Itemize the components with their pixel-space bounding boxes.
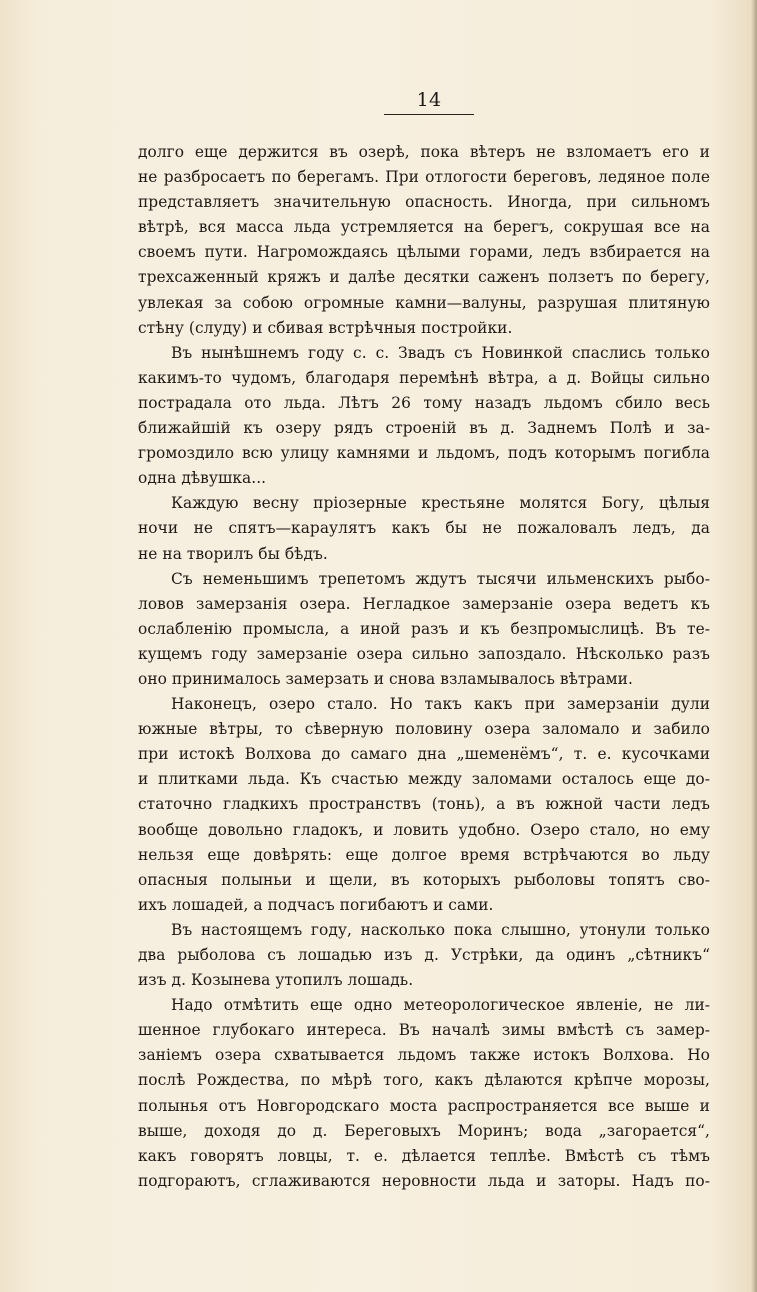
text-line: вообще довольно гладокъ, и ловить удобно. Озеро стало, но ему [138,820,710,839]
page-number: 14 [416,89,442,111]
text-line: какимъ-то чудомъ, благодаря перемѣнѣ вѣтра, а д. Войцы сильно [138,368,710,387]
text-line: долго еще держится въ озерѣ, пока вѣтеръ не взломаетъ его и [138,143,710,161]
text-line: Съ неменьшимъ трепетомъ ждутъ тысячи ильменскихъ рыбо- [171,569,710,588]
text-line: Въ настоящемъ году, насколько пока слышно, утонули только [171,920,710,939]
text-line: два рыболова съ лошадью изъ д. Устрѣки, да одинъ „сѣтникъ“ [138,946,710,964]
text-line: стѣну (слуду) и сбивая встрѣчныя постройки. [138,318,513,337]
text-line: Въ нынѣшнемъ году с. с. Звадъ съ Новинкой спаслись только [171,343,710,362]
body-text [138,140,710,1194]
text-line: выше, доходя до д. Береговыхъ Моринъ; вода „загорается“, [138,1121,710,1140]
text-line: увлекая за собою огромные камни—валуны, разрушая плитяную [138,293,710,312]
text-line: одна дѣвушка... [138,469,267,488]
text-line: подгораютъ, сглаживаются неровности льда и заторы. Надъ по- [138,1171,710,1190]
text-line: опасныя полыньи и щели, въ которыхъ рыболовы топятъ сво- [138,870,710,889]
text-line: пострадала ото льда. Лѣтъ 26 тому назадъ льдомъ сбило весь [138,393,710,412]
text-line: громоздило всю улицу камнями и льдомъ, подъ которымъ погибла [138,444,710,463]
text-line: нельзя еще довѣрять: еще долгое время встрѣчаются во льду [138,845,710,864]
page-number-rule [384,114,474,115]
text-line: ближайшій къ озеру рядъ строеній въ д. Заднемъ Полѣ и за- [138,419,710,438]
text-line: южные вѣтры, то сѣверную половину озера заломало и забило [138,720,710,739]
text-line: ослабленію промысла, а иной разъ и къ безпромыслицѣ. Въ те- [138,619,710,638]
text-line: полынья отъ Новгородскаго моста распространяется все выше и [138,1096,710,1115]
text-line: оно принималось замерзать и снова взламывалось вѣтрами. [138,669,633,688]
text-line: Наконецъ, озеро стало. Но такъ какъ при замерзаніи дули [171,695,710,714]
text-line: послѣ Рождества, по мѣрѣ того, какъ дѣлаются крѣпче морозы, [138,1071,710,1090]
text-line: шенное глубокаго интереса. Въ началѣ зимы вмѣстѣ съ замер- [138,1021,710,1040]
text-line: Каждую весну пріозерные крестьяне молятся Богу, цѣлыя [171,494,710,513]
page-header [384,90,474,110]
text-line: какъ говорятъ ловцы, т. е. дѣлается теплѣе. Вмѣстѣ съ тѣмъ [138,1146,710,1165]
text-line: ловов замерзанія озера. Негладкое замерзаніе озера ведетъ къ [138,594,710,613]
text-line: изъ д. Козынева утопилъ лошадь. [138,971,414,990]
text-line: и плитками льда. Къ счастью между заломами осталось еще до- [138,770,710,789]
text-line: Надо отмѣтить еще одно метеорологическое явленіе, не ли- [171,996,710,1015]
text-line: своемъ пути. Нагромождаясь цѣлыми горами, ледъ взбирается на [138,243,710,262]
text-line: ихъ лошадей, а подчасъ погибаютъ и сами. [138,895,494,914]
text-line: вѣтрѣ, вся масса льда устремляется на берегъ, сокрушая все на [138,218,710,237]
text-line: не на творилъ бы бѣдъ. [138,544,328,563]
page-edge-shadow [751,0,757,1292]
text-line: не разбросаетъ по берегамъ. При отлогости береговъ, ледяное поле [138,168,710,187]
text-line: представляетъ значительную опасность. Иногда, при сильномъ [138,193,710,212]
text-line: статочно гладкихъ пространствъ (тонь), а въ южной части ледъ [138,795,710,814]
text-line: при истокѣ Волхова до самаго дна „шеменёмъ“, т. е. кусочками [138,745,710,764]
text-line: кущемъ году замерзаніе озера сильно запоздало. Нѣсколько разъ [138,644,710,663]
text-line: заніемъ озера схватывается льдомъ также истокъ Волхова. Но [138,1046,710,1065]
text-line: ночи не спятъ—караулятъ какъ бы не пожаловалъ ледъ, да [138,519,710,538]
text-line: трехсаженный кряжъ и далѣе десятки саженъ ползетъ по берегу, [138,268,710,287]
